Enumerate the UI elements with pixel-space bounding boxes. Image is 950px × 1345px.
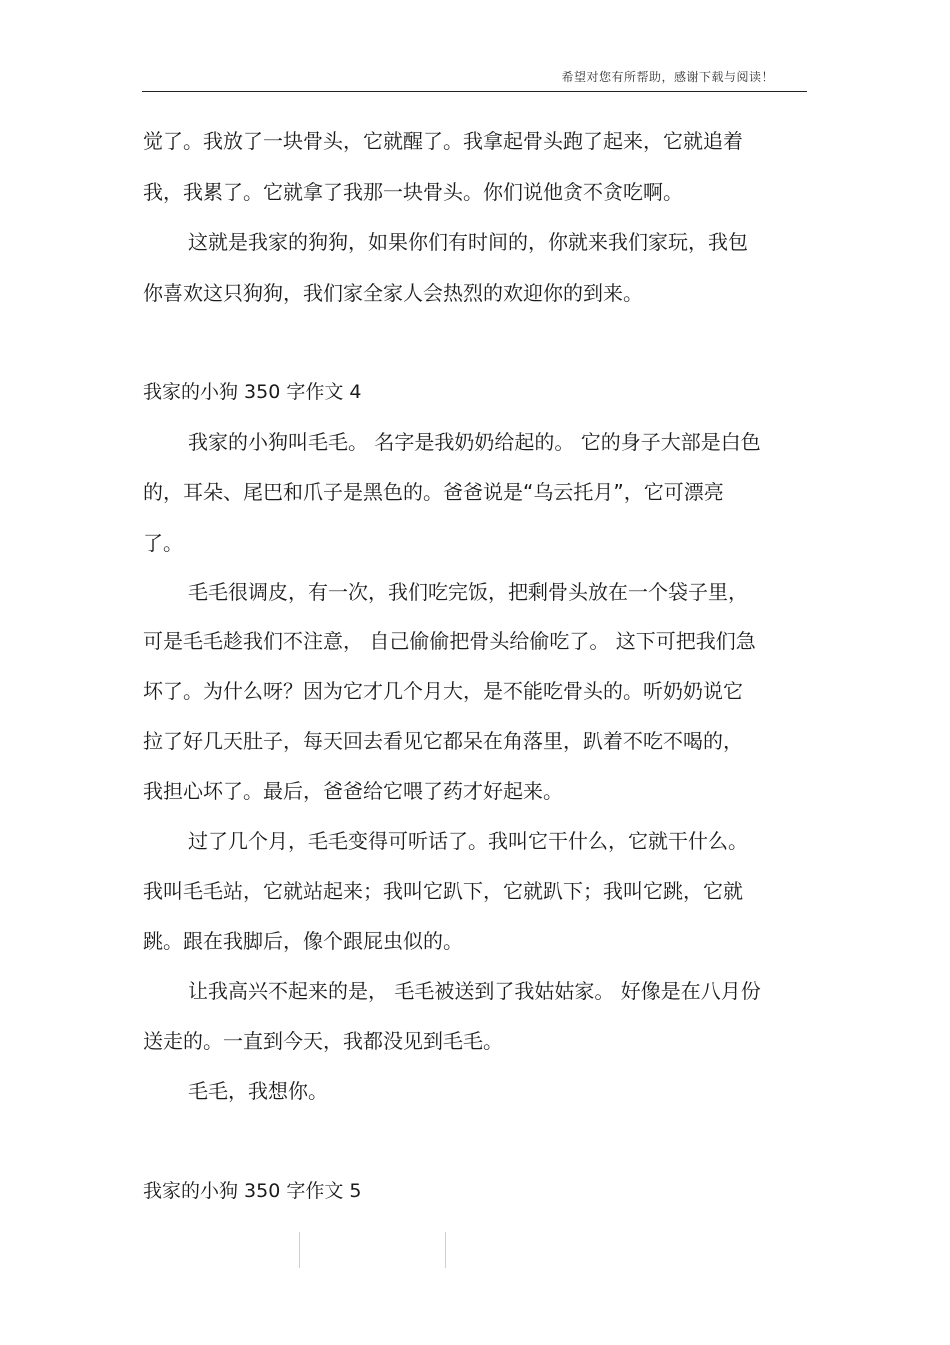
image-fragment-right-edge: [445, 1232, 446, 1268]
section-heading: 我家的小狗 350 字作文 4: [143, 381, 362, 403]
body-line: 可是毛毛趁我们不注意， 自己偷偷把骨头给偷吃了。 这下可把我们急: [143, 629, 756, 653]
body-line: 跳。跟在我脚后，像个跟屁虫似的。: [143, 929, 463, 953]
paragraph-first-line: 毛毛，我想你。: [188, 1079, 328, 1103]
image-fragment-left-edge: [299, 1232, 300, 1268]
body-line: 觉了。我放了一块骨头，它就醒了。我拿起骨头跑了起来，它就追着: [143, 129, 743, 153]
body-line: 了。: [143, 531, 183, 555]
body-line: 你喜欢这只狗狗，我们家全家人会热烈的欢迎你的到来。: [143, 281, 643, 305]
body-line: 我叫毛毛站，它就站起来；我叫它趴下，它就趴下；我叫它跳，它就: [143, 879, 743, 903]
paragraph-first-line: 毛毛很调皮，有一次，我们吃完饭，把剩骨头放在一个袋子里，: [188, 580, 748, 604]
body-line: 送走的。一直到今天，我都没见到毛毛。: [143, 1029, 503, 1053]
section-heading: 我家的小狗 350 字作文 5: [143, 1180, 362, 1202]
paragraph-first-line: 我家的小狗叫毛毛。 名字是我奶奶给起的。 它的身子大部是白色: [188, 430, 761, 454]
paragraph-first-line: 这就是我家的狗狗，如果你们有时间的，你就来我们家玩，我包: [188, 230, 748, 254]
header-note: 希望对您有所帮助，感谢下载与阅读！: [561, 70, 774, 84]
body-line: 我担心坏了。最后，爸爸给它喂了药才好起来。: [143, 779, 563, 803]
body-line: 我，我累了。它就拿了我那一块骨头。你们说他贪不贪吃啊。: [143, 180, 683, 204]
paragraph-first-line: 让我高兴不起来的是， 毛毛被送到了我姑姑家。 好像是在八月份: [188, 979, 761, 1003]
paragraph-first-line: 过了几个月，毛毛变得可听话了。我叫它干什么，它就干什么。: [188, 829, 748, 853]
header-rule: [142, 91, 807, 92]
body-line: 拉了好几天肚子，每天回去看见它都呆在角落里，趴着不吃不喝的，: [143, 729, 743, 753]
body-line: 的，耳朵、尾巴和爪子是黑色的。爸爸说是“乌云托月”，它可漂亮: [143, 480, 724, 504]
body-line: 坏了。为什么呀？因为它才几个月大，是不能吃骨头的。听奶奶说它: [143, 679, 743, 703]
